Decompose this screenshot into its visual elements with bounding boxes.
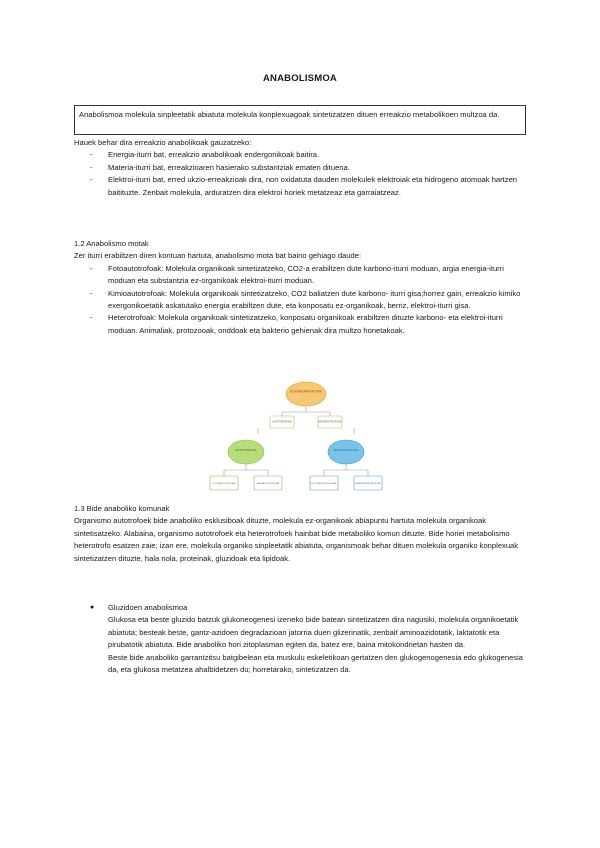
intro-section	[74, 137, 528, 199]
diagram-label-fotoautotrofoak: FOTOAUTOTROFOAK	[212, 483, 236, 485]
diagram-left-node	[228, 440, 264, 464]
diagram-left-label: AUTOTROFOAK	[235, 448, 257, 452]
anabolism-types-section	[74, 238, 528, 337]
intro-lead: Hauek behar dira erreakzio anabolikoak gauzatzeko:	[74, 138, 252, 147]
list-item: - Kimioautotrofoak: Molekula organikoak sintetizatzeko, CO2 baliatzen dute karbono- iturri gisa;horrez gain, erreakzio kimiko exergonikoetatik askatutako energia erabiltzen dute, eta konposatu ez-organikoak, berriz, elektroi-iturri gisa.	[74, 288, 528, 313]
definition-box	[74, 105, 526, 135]
section-lead: Zer iturri erabiltzen diren kontuan hartuta, anabolismo mota bat baino gehiago daude:	[74, 251, 362, 261]
subsection-paragraph-2: Beste bide anaboliko garrantzitsu batgibelean eta muskulu eskeletikoan gertatzen den glukogenogenesia edo glukogenesia da, eta glukosa metatzea ahalbidetzen du; horretarako, sintetizatzen da.	[108, 652, 523, 675]
diagram-right-node	[328, 440, 364, 464]
list-item	[74, 602, 528, 676]
list-item: - Fotoautotrofoak: Molekula organikoak sintetizatzeko, CO2-a erabiltzen dute karbono-iturri moduan, argia energia-iturri moduan eta substantzia ez-organikoak elektroi-iturri moduan.	[74, 263, 528, 288]
definition-text: Anabolismoa molekula sinpleetatik abiatuta molekula konplexuagoak sintetizatzen dituen erreakzio metabolikoen multzoa da.	[79, 110, 500, 119]
section-heading: 1.2 Anabolismo motak	[74, 239, 149, 248]
common-pathways-section	[74, 503, 528, 565]
page-title: ANABOLISMOA	[263, 73, 337, 84]
list-item: - Heterotrofoak: Molekula organikoak sintetizatzeko, konposatu organikoak erabiltzen dituzte karbono- eta elektroi-iturri moduan. Animaliak, protozooak, onddoak eta bakterio gehienak dira multzo honetakoak.	[74, 312, 528, 337]
diagram-label-fotoheterotrofoak: FOTOHETEROTROFOAK	[311, 483, 337, 485]
diagram-label-autotrofoak: AUTOTROFOAK	[272, 420, 292, 424]
list-item: - Materia-iturri bat, erreakzioaren hasierako substantziak ematen dituena.	[74, 162, 528, 174]
nutrition-types-diagram	[206, 378, 406, 498]
subsection-heading: Gluzidoen anabolismoa	[108, 603, 188, 612]
diagram-root-label: ELIKADURA MOTAK	[290, 389, 322, 394]
diagram-label-heterotrofoak: HETEROTROFOAK	[318, 420, 342, 424]
diagram-label-kimioautotrofoak: KIMIOAUTOTROFOAK	[256, 483, 280, 485]
section-paragraph: Organismo autotrofoek bide anaboliko esklusiboak dituzte, molekula ez-organikoak abiapuntu hartuta molekula organikoak sintetisatzeko. Alabaina, organismo autotrofoek eta heterotrofoek hainbat bide metaboliko komun dituzte. Bide horiei metabolismo heterotrofo esatzen zaie; izan ere, molekula organiko sinpleetatik abiatuta, organismoak behar dituen molekula organiko konplexuak sintetizatzen dituzte, hala nola, proteinak, gluzidoak eta lipidoak.	[74, 516, 519, 563]
bullet-icon: ●	[90, 604, 95, 611]
subsection-paragraph-1: Glukosa eta beste gluzido batzuk glukoneogenesi izeneko bide batean sintetizatzen dira nagusiki, molekula organikoetatik abiatuta; besteak beste, gantz-azidoen degradazioan jatorria duen glizerinatik, zenbait aminoazidotatik, laktatotik eta pirubatotik abiatuta. Bide anaboliko hori zitoplasman egiten da, batez ere, baina mitokondrietan hasten da.	[108, 615, 519, 650]
types-list	[74, 263, 528, 337]
diagram-label-kimioheterotrofoak: KIMIOHETEROTROFOAK	[355, 483, 381, 485]
list-item: - Energia-iturri bat, erreakzio anabolikoak endergonikoak baitira.	[74, 149, 528, 161]
list-item: - Elektroi-iturri bat, erred ukzio-erreakzioak dira, non oxidatuta dauden molekulek elektroiak eta hidrogeno atomoak hartzen baitituzte. Zenbait molekula, arduratzen dira elektroi horiek metatzeaz eta garraiatzeaz.	[74, 174, 528, 199]
diagram-root-node	[286, 382, 326, 406]
diagram-right-label: HETEROTROFOAK	[333, 448, 359, 452]
section-heading: 1.3 Bide anaboliko komunak	[74, 504, 170, 513]
gluzidoen-section	[74, 602, 528, 676]
intro-list	[74, 149, 528, 199]
